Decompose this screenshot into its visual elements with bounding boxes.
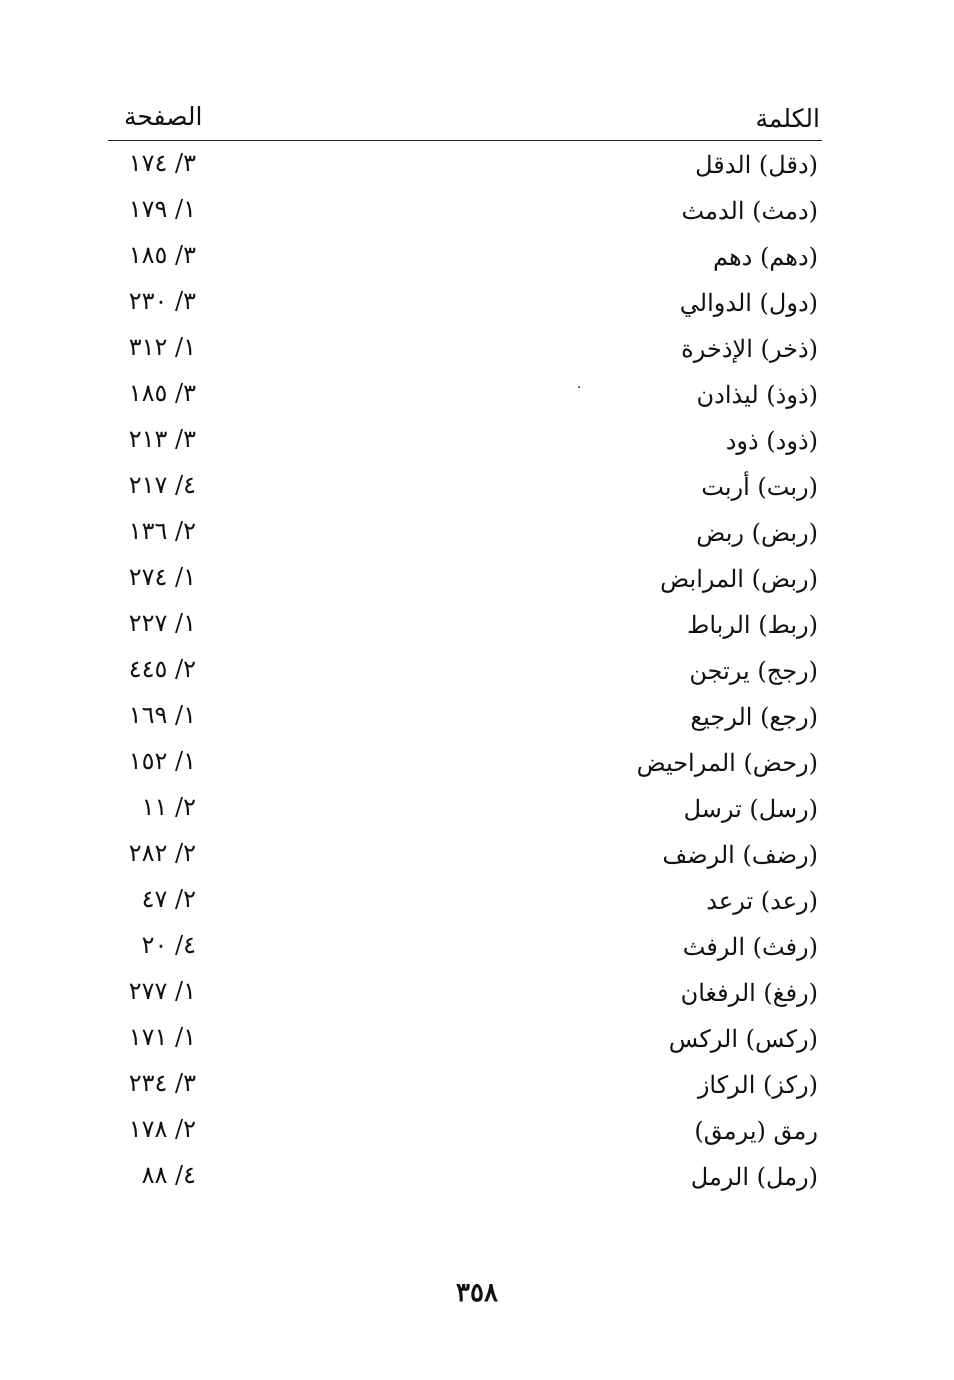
index-row (108, 605, 822, 651)
index-page-ref: ٢/ ٤٧ (141, 885, 196, 913)
index-word: (رضف) الرضف (662, 841, 818, 869)
index-word: (دهم) دهم (713, 243, 818, 271)
index-page-ref: ٤/ ٢١٧ (128, 471, 196, 499)
index-word: (ذوذ) ليذادن (696, 381, 818, 409)
index-row (108, 467, 822, 513)
index-page-ref: ٢/ ١٧٨ (128, 1115, 196, 1143)
index-page-ref: ٣/ ٢٣٤ (128, 1069, 196, 1097)
index-row (108, 329, 822, 375)
index-page-ref: ١/ ٢٧٤ (128, 563, 196, 591)
index-row (108, 375, 822, 421)
index-word: رمق (يرمق) (694, 1117, 818, 1145)
index-page-ref: ٢/ ٤٤٥ (128, 655, 196, 683)
index-word: (رحض) المراحيض (636, 749, 818, 777)
index-row (108, 789, 822, 835)
index-row (108, 237, 822, 283)
index-row (108, 1157, 822, 1203)
index-row (108, 421, 822, 467)
index-word: (ذخر) الإذخرة (681, 335, 818, 363)
table-header (108, 100, 822, 141)
index-word: (ربط) الرباط (687, 611, 818, 639)
index-word: (رفث) الرفث (682, 933, 818, 961)
index-word: (رجع) الرجيع (690, 703, 818, 731)
index-word: (ربت) أربت (701, 473, 818, 501)
index-word: (دقل) الدقل (695, 151, 818, 179)
index-page-ref: ١/ ١٧١ (128, 1023, 196, 1051)
index-row (108, 1019, 822, 1065)
index-row (108, 513, 822, 559)
index-page-ref: ١/ ٣١٢ (128, 333, 196, 361)
index-row (108, 973, 822, 1019)
index-row (108, 881, 822, 927)
index-page-ref: ٢/ ٢٨٢ (128, 839, 196, 867)
index-list (108, 145, 822, 1203)
index-word: (رمل) الرمل (690, 1163, 818, 1191)
index-page-ref: ١/ ٢٧٧ (128, 977, 196, 1005)
index-row (108, 559, 822, 605)
index-page-ref: ٢/ ١١ (141, 793, 196, 821)
page-number: ٣٥٨ (456, 1278, 498, 1308)
index-row (108, 651, 822, 697)
index-page-ref: ٣/ ٢١٣ (128, 425, 196, 453)
index-page-ref: ٣/ ١٨٥ (128, 241, 196, 269)
index-page-ref: ٣/ ١٧٤ (128, 149, 196, 177)
index-page-ref: ١/ ٢٢٧ (128, 609, 196, 637)
index-row (108, 283, 822, 329)
index-page-ref: ٢/ ١٣٦ (128, 517, 196, 545)
index-word: (رسل) ترسل (683, 795, 818, 823)
index-row (108, 1111, 822, 1157)
index-row (108, 191, 822, 237)
index-word: (ربض) ربض (696, 519, 818, 547)
index-row (108, 697, 822, 743)
index-page-ref: ١/ ١٧٩ (128, 195, 196, 223)
index-row (108, 1065, 822, 1111)
index-page-ref: ٤/ ٨٨ (141, 1161, 196, 1189)
index-page-ref: ٣/ ٢٣٠ (128, 287, 196, 315)
index-word: (رعد) ترعد (706, 887, 818, 915)
index-row (108, 743, 822, 789)
index-page-ref: ٣/ ١٨٥ (128, 379, 196, 407)
index-page-ref: ٤/ ٢٠ (141, 931, 196, 959)
index-row (108, 927, 822, 973)
index-page-ref: ١/ ١٥٢ (128, 747, 196, 775)
index-word: (رفغ) الرفغان (680, 979, 818, 1007)
index-word: (دمث) الدمث (681, 197, 818, 225)
page-column-header: الصفحة (124, 102, 203, 131)
index-word: (ذود) ذود (725, 427, 818, 455)
index-word: (ركس) الركس (668, 1025, 818, 1053)
index-word: (ركز) الركاز (697, 1071, 818, 1099)
word-column-header: الكلمة (755, 104, 820, 133)
print-speck (578, 386, 580, 388)
index-row (108, 145, 822, 191)
index-word: (ربض) المرابض (660, 565, 818, 593)
index-word: (رجج) يرتجن (689, 657, 818, 685)
index-row (108, 835, 822, 881)
index-word: (دول) الدوالي (679, 289, 818, 317)
index-page-ref: ١/ ١٦٩ (128, 701, 196, 729)
